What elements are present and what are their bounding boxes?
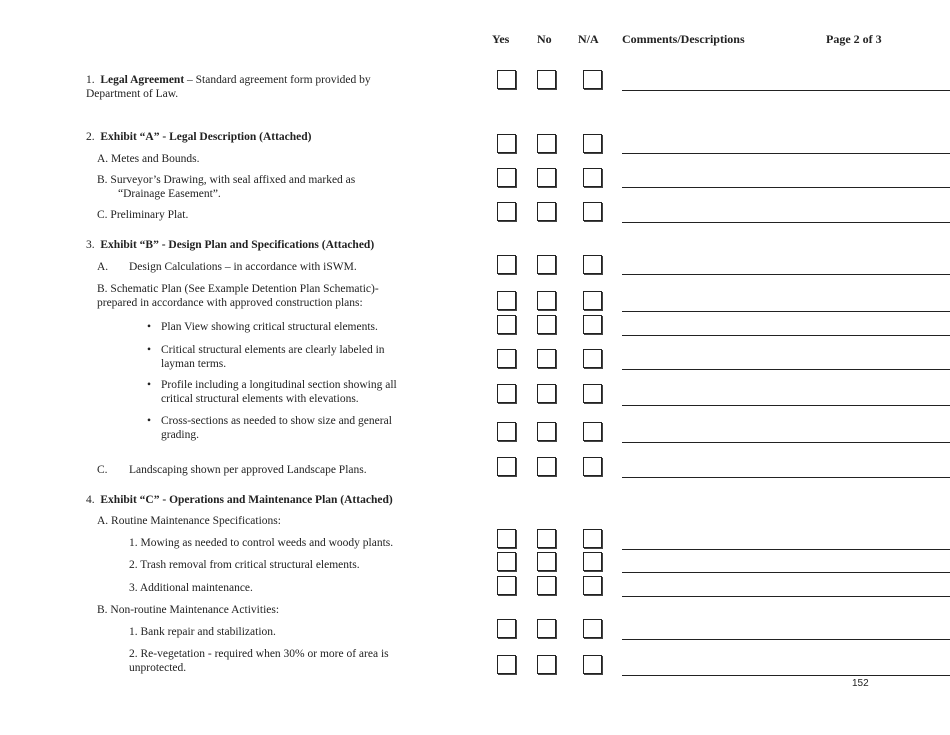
no-checkbox[interactable] — [537, 457, 556, 476]
item-landscaping-label: C. — [97, 464, 108, 476]
yes-checkbox[interactable] — [497, 315, 516, 334]
comment-line[interactable] — [622, 311, 950, 312]
item-trash-removal: 2. Trash removal from critical structural elements. — [129, 559, 360, 571]
item-mowing: 1. Mowing as needed to control weeds and woody plants. — [129, 537, 394, 549]
bullet-cross-sections-cont: grading. — [161, 429, 200, 441]
item-landscaping: Landscaping shown per approved Landscape Plans. — [129, 464, 367, 476]
yes-checkbox[interactable] — [497, 422, 516, 441]
no-checkbox[interactable] — [537, 552, 556, 571]
comment-line[interactable] — [622, 405, 950, 406]
na-checkbox[interactable] — [583, 422, 602, 441]
item-number: 1. — [86, 74, 95, 86]
na-checkbox[interactable] — [583, 70, 602, 89]
no-checkbox[interactable] — [537, 576, 556, 595]
no-checkbox[interactable] — [537, 291, 556, 310]
section-title: Exhibit “C” - Operations and Maintenance Plan (Attached) — [100, 494, 393, 506]
bullet-critical-elements-cont: layman terms. — [161, 358, 227, 370]
page-number: 152 — [852, 678, 869, 689]
item-title: Legal Agreement — [100, 74, 185, 86]
no-checkbox[interactable] — [537, 134, 556, 153]
bullet-profile: • Profile including a longitudinal section showing all — [161, 378, 397, 392]
comment-line[interactable] — [622, 335, 950, 336]
item-additional-maintenance: 3. Additional maintenance. — [129, 582, 253, 594]
bullet-critical-elements: • Critical structural elements are clearly labeled in — [161, 343, 385, 357]
na-checkbox[interactable] — [583, 202, 602, 221]
no-checkbox[interactable] — [537, 619, 556, 638]
na-checkbox[interactable] — [583, 457, 602, 476]
yes-checkbox[interactable] — [497, 384, 516, 403]
item-metes-bounds: A. Metes and Bounds. — [97, 153, 200, 165]
item-description-cont: Department of Law. — [86, 88, 179, 100]
na-checkbox[interactable] — [583, 384, 602, 403]
yes-checkbox[interactable] — [497, 255, 516, 274]
no-checkbox[interactable] — [537, 255, 556, 274]
comment-line[interactable] — [622, 639, 950, 640]
no-checkbox[interactable] — [537, 529, 556, 548]
na-checkbox[interactable] — [583, 315, 602, 334]
item-legal-agreement — [86, 73, 446, 101]
item-non-routine-maintenance: B. Non-routine Maintenance Activities: — [97, 604, 280, 616]
bullet-cross-sections: • Cross-sections as needed to show size and general — [161, 414, 392, 428]
no-checkbox[interactable] — [537, 422, 556, 441]
no-checkbox[interactable] — [537, 349, 556, 368]
item-surveyors-drawing: B. Surveyor’s Drawing, with seal affixed and marked as — [97, 174, 356, 186]
comments-column-header: Comments/Descriptions — [622, 32, 745, 46]
page-indicator: Page 2 of 3 — [826, 32, 882, 46]
na-checkbox[interactable] — [583, 255, 602, 274]
section-number: 3. — [86, 239, 95, 251]
na-checkbox[interactable] — [583, 134, 602, 153]
na-checkbox[interactable] — [583, 619, 602, 638]
no-checkbox[interactable] — [537, 384, 556, 403]
yes-checkbox[interactable] — [497, 457, 516, 476]
comment-line[interactable] — [622, 442, 950, 443]
item-surveyors-drawing-cont: “Drainage Easement”. — [118, 188, 221, 200]
comment-line[interactable] — [622, 369, 950, 370]
item-schematic-plan-cont: prepared in accordance with approved construction plans: — [97, 297, 363, 309]
item-bank-repair: 1. Bank repair and stabilization. — [129, 626, 276, 638]
na-checkbox[interactable] — [583, 529, 602, 548]
comment-line[interactable] — [622, 572, 950, 573]
comment-line[interactable] — [622, 222, 950, 223]
yes-checkbox[interactable] — [497, 70, 516, 89]
na-column-header: N/A — [578, 32, 599, 46]
no-column-header: No — [537, 32, 552, 46]
no-checkbox[interactable] — [537, 70, 556, 89]
yes-checkbox[interactable] — [497, 552, 516, 571]
no-checkbox[interactable] — [537, 202, 556, 221]
yes-checkbox[interactable] — [497, 202, 516, 221]
item-revegetation: 2. Re-vegetation - required when 30% or more of area is — [129, 648, 389, 660]
yes-checkbox[interactable] — [497, 655, 516, 674]
section-number: 2. — [86, 131, 95, 143]
comment-line[interactable] — [622, 274, 950, 275]
item-design-calculations: Design Calculations – in accordance with iSWM. — [129, 261, 357, 273]
comment-line[interactable] — [622, 477, 950, 478]
section-title: Exhibit “A” - Legal Description (Attached) — [100, 131, 312, 143]
item-preliminary-plat: C. Preliminary Plat. — [97, 209, 189, 221]
section-title: Exhibit “B” - Design Plan and Specifications (Attached) — [100, 239, 375, 251]
item-schematic-plan: B. Schematic Plan (See Example Detention Plan Schematic)- — [97, 283, 379, 295]
na-checkbox[interactable] — [583, 655, 602, 674]
na-checkbox[interactable] — [583, 349, 602, 368]
no-checkbox[interactable] — [537, 655, 556, 674]
yes-checkbox[interactable] — [497, 349, 516, 368]
no-checkbox[interactable] — [537, 168, 556, 187]
item-routine-maintenance: A. Routine Maintenance Specifications: — [97, 515, 281, 527]
bullet-plan-view: • Plan View showing critical structural elements. — [161, 320, 378, 334]
comment-line[interactable] — [622, 187, 950, 188]
bullet-profile-cont: critical structural elements with elevations. — [161, 393, 359, 405]
na-checkbox[interactable] — [583, 552, 602, 571]
yes-checkbox[interactable] — [497, 134, 516, 153]
item-design-calc-label: A. — [97, 261, 109, 273]
item-description: – Standard agreement form provided by — [184, 74, 371, 86]
comment-line[interactable] — [622, 153, 950, 154]
yes-column-header: Yes — [492, 32, 510, 46]
section-exhibit-a — [86, 130, 312, 144]
yes-checkbox[interactable] — [497, 576, 516, 595]
comment-line[interactable] — [622, 596, 950, 597]
na-checkbox[interactable] — [583, 168, 602, 187]
comment-line[interactable] — [622, 549, 950, 550]
na-checkbox[interactable] — [583, 576, 602, 595]
yes-checkbox[interactable] — [497, 529, 516, 548]
yes-checkbox[interactable] — [497, 168, 516, 187]
yes-checkbox[interactable] — [497, 291, 516, 310]
yes-checkbox[interactable] — [497, 619, 516, 638]
na-checkbox[interactable] — [583, 291, 602, 310]
section-exhibit-b — [86, 238, 374, 252]
item-revegetation-cont: unprotected. — [129, 662, 187, 674]
no-checkbox[interactable] — [537, 315, 556, 334]
comment-line[interactable] — [622, 90, 950, 91]
comment-line[interactable] — [622, 675, 950, 676]
section-number: 4. — [86, 494, 95, 506]
section-exhibit-c — [86, 493, 393, 507]
